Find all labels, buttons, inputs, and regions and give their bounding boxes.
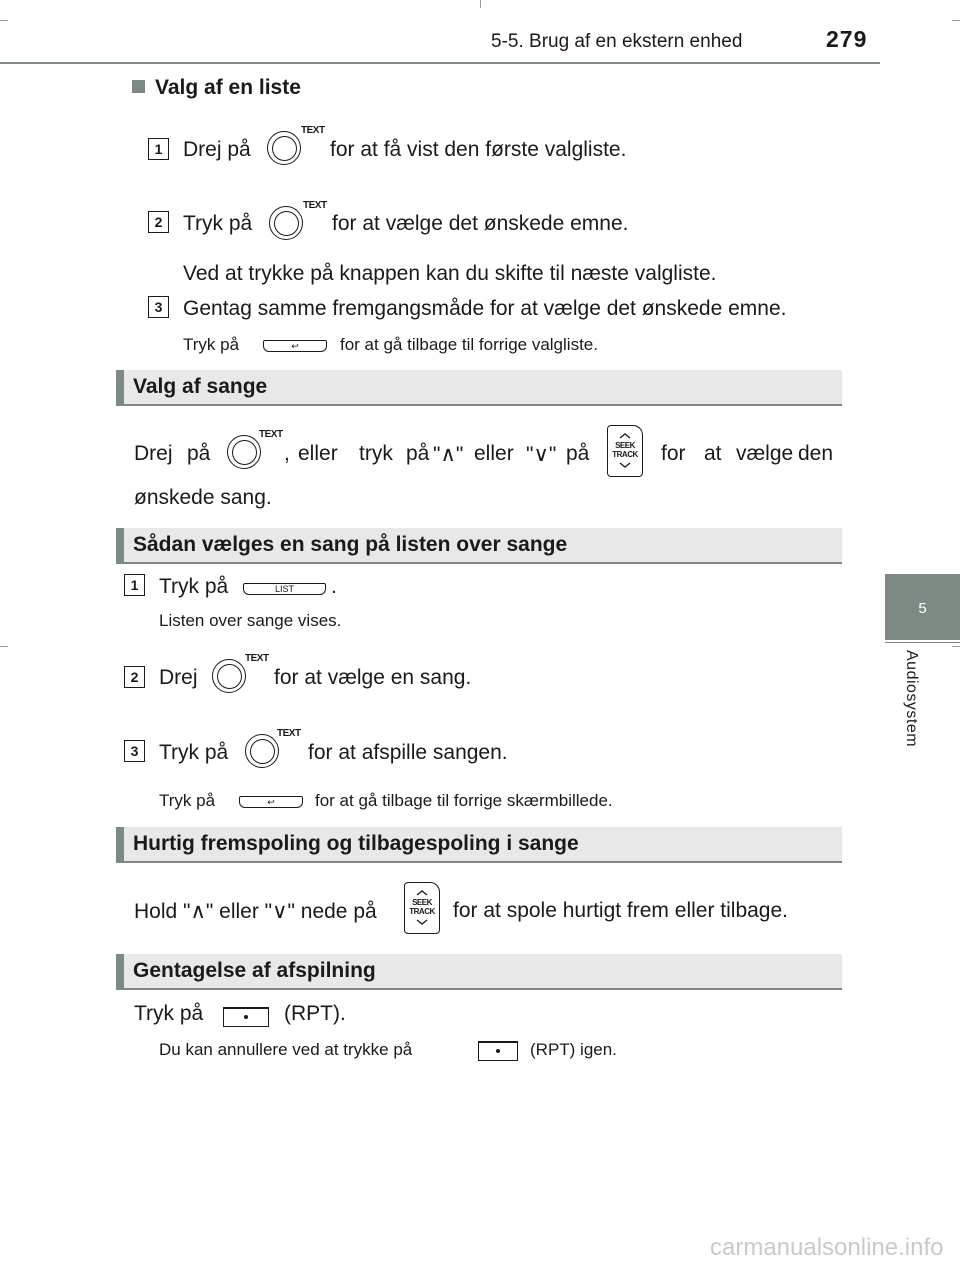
body-text: tryk bbox=[359, 442, 393, 465]
back-button-icon: ↩ bbox=[263, 340, 327, 352]
tune-knob-icon bbox=[212, 659, 246, 693]
tune-knob-icon bbox=[267, 131, 301, 165]
step-text: Drej bbox=[159, 666, 198, 689]
tune-knob-icon bbox=[269, 206, 303, 240]
body-note: (RPT) igen. bbox=[530, 1040, 617, 1059]
step-text: Tryk på bbox=[183, 212, 253, 235]
seek-track-button-icon: SEEK TRACK bbox=[404, 882, 440, 934]
body-text: eller bbox=[298, 442, 338, 465]
body-note: Du kan annullere ved at trykke på bbox=[159, 1040, 413, 1059]
body-text: vælge bbox=[736, 442, 794, 465]
step-badge: 2 bbox=[148, 211, 169, 233]
step-badge: 1 bbox=[124, 574, 145, 596]
step-badge: 3 bbox=[124, 740, 145, 762]
section-heading: Hurtig fremspoling og tilbagespoling i sange bbox=[116, 827, 842, 863]
section-heading: Valg af sange bbox=[116, 370, 842, 406]
watermark: carmanualsonline.info bbox=[710, 1234, 944, 1261]
step-text: for at få vist den første valgliste. bbox=[330, 138, 627, 161]
step-text: for at vælge en sang. bbox=[274, 666, 472, 689]
body-text: (RPT). bbox=[284, 1002, 346, 1025]
crop-mark bbox=[952, 646, 960, 647]
body-text: , bbox=[284, 442, 290, 465]
body-text: eller bbox=[474, 442, 514, 465]
crop-mark bbox=[952, 20, 960, 21]
section-heading: Gentagelse af afspilning bbox=[116, 954, 842, 990]
back-button-icon: ↩ bbox=[239, 796, 303, 808]
list-button-icon: LIST bbox=[243, 583, 326, 595]
step-note: Listen over sange vises. bbox=[159, 611, 342, 630]
back-note: Tryk på bbox=[183, 335, 240, 354]
knob-label: TEXT bbox=[259, 429, 283, 440]
step-text: . bbox=[331, 575, 337, 598]
knob-label: TEXT bbox=[303, 200, 327, 211]
section-label: 5-5. Brug af en ekstern enhed bbox=[491, 31, 743, 52]
step-badge: 1 bbox=[148, 138, 169, 160]
step-badge: 3 bbox=[148, 296, 169, 318]
tune-knob-icon bbox=[227, 435, 261, 469]
rpt-button-icon bbox=[223, 1007, 269, 1027]
step-badge: 2 bbox=[124, 666, 145, 688]
body-text: på bbox=[187, 442, 211, 465]
list-selection-title: Valg af en liste bbox=[132, 76, 301, 100]
seek-track-button-icon: SEEK TRACK bbox=[607, 425, 643, 477]
knob-label: TEXT bbox=[277, 728, 301, 739]
back-note: Tryk på bbox=[159, 791, 216, 810]
body-text: ønskede sang. bbox=[134, 486, 272, 509]
chapter-tab-divider bbox=[885, 642, 960, 643]
square-bullet-icon bbox=[132, 80, 145, 93]
body-text: for bbox=[661, 442, 686, 465]
page-number: 279 bbox=[826, 26, 868, 52]
section-heading: Sådan vælges en sang på listen over sange bbox=[116, 528, 842, 564]
body-text: Tryk på bbox=[134, 1002, 204, 1025]
back-note: for at gå tilbage til forrige skærmbillede. bbox=[315, 791, 613, 810]
knob-label: TEXT bbox=[301, 125, 325, 136]
body-text: på bbox=[566, 442, 590, 465]
body-text: "∨" bbox=[526, 443, 557, 466]
step-text: Tryk på bbox=[159, 575, 229, 598]
header-rule bbox=[0, 62, 880, 64]
crop-mark bbox=[0, 646, 8, 647]
body-text: at bbox=[704, 442, 722, 465]
rpt-button-icon bbox=[478, 1041, 518, 1061]
back-note: for at gå tilbage til forrige valgliste. bbox=[340, 335, 598, 354]
tune-knob-icon bbox=[245, 734, 279, 768]
step-text: Drej på bbox=[183, 138, 251, 161]
body-text: på bbox=[406, 442, 430, 465]
body-text: den bbox=[798, 442, 834, 465]
crop-mark bbox=[0, 20, 8, 21]
step-text: Tryk på bbox=[159, 741, 229, 764]
chapter-number: 5 bbox=[918, 600, 927, 617]
knob-label: TEXT bbox=[245, 653, 269, 664]
step-text: Gentag samme fremgangsmåde for at vælge det ønskede emne. bbox=[183, 297, 787, 320]
chapter-tab[interactable] bbox=[885, 574, 960, 640]
step-text: for at vælge det ønskede emne. bbox=[332, 212, 629, 235]
body-text: for at spole hurtigt frem eller tilbage. bbox=[453, 899, 788, 922]
body-text: Drej bbox=[134, 442, 173, 465]
body-text: "∧" bbox=[433, 443, 464, 466]
crop-mark bbox=[480, 0, 481, 8]
body-text: Hold "∧" eller "∨" nede på bbox=[134, 900, 377, 923]
chapter-title: Audiosystem bbox=[903, 650, 920, 748]
step-note: Ved at trykke på knappen kan du skifte til næste valgliste. bbox=[183, 262, 717, 285]
step-text: for at afspille sangen. bbox=[308, 741, 508, 764]
